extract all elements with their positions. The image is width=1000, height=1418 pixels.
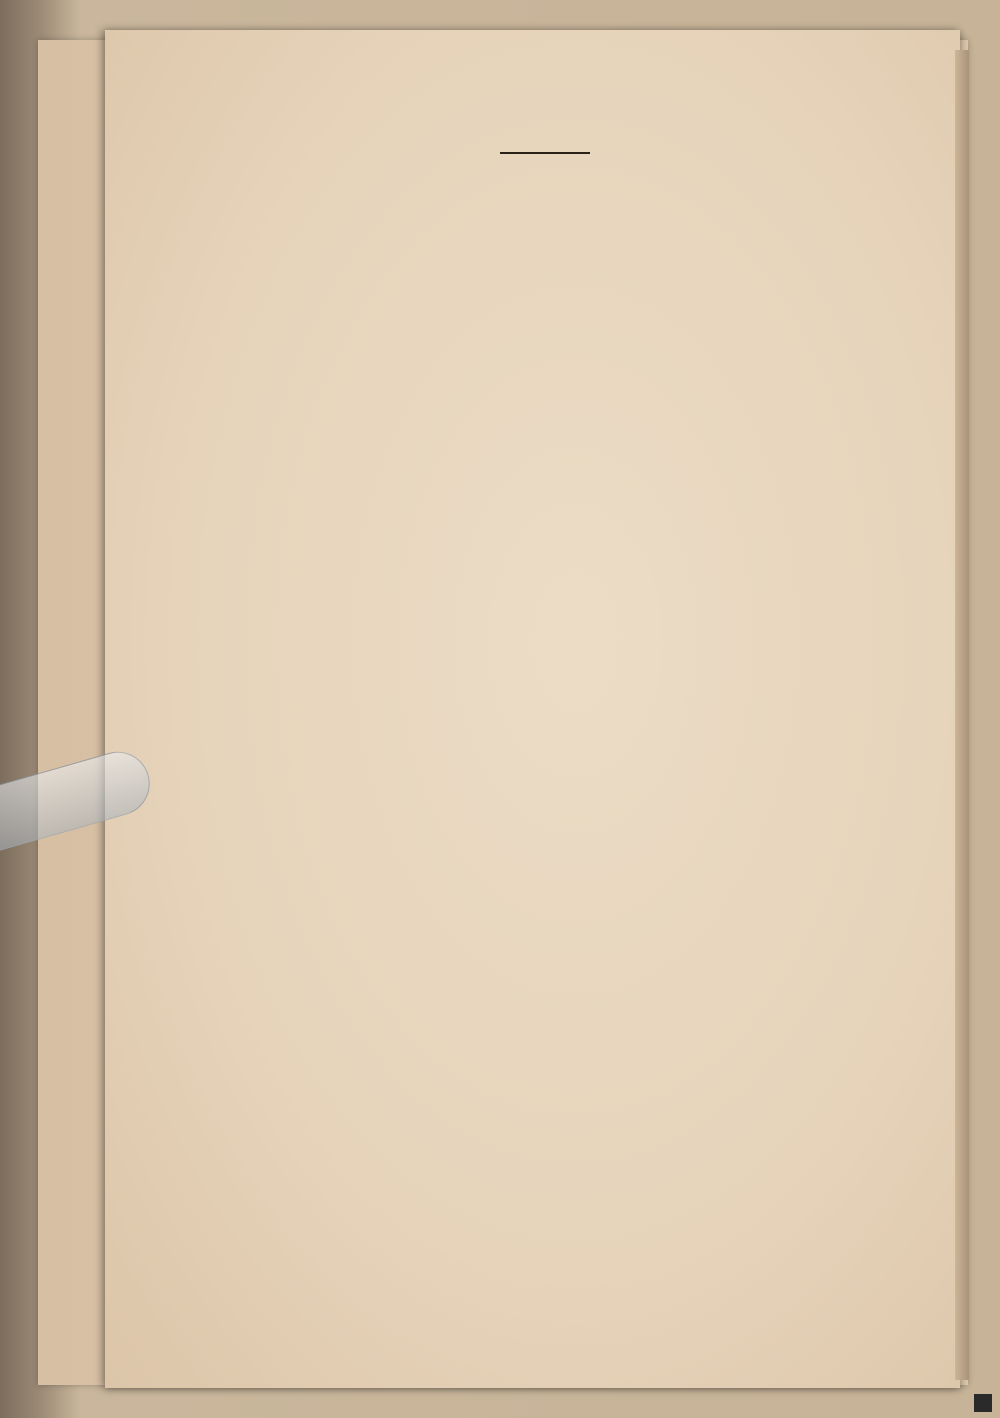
credit-banner: [974, 1394, 992, 1412]
page-number-rule: [500, 152, 590, 154]
